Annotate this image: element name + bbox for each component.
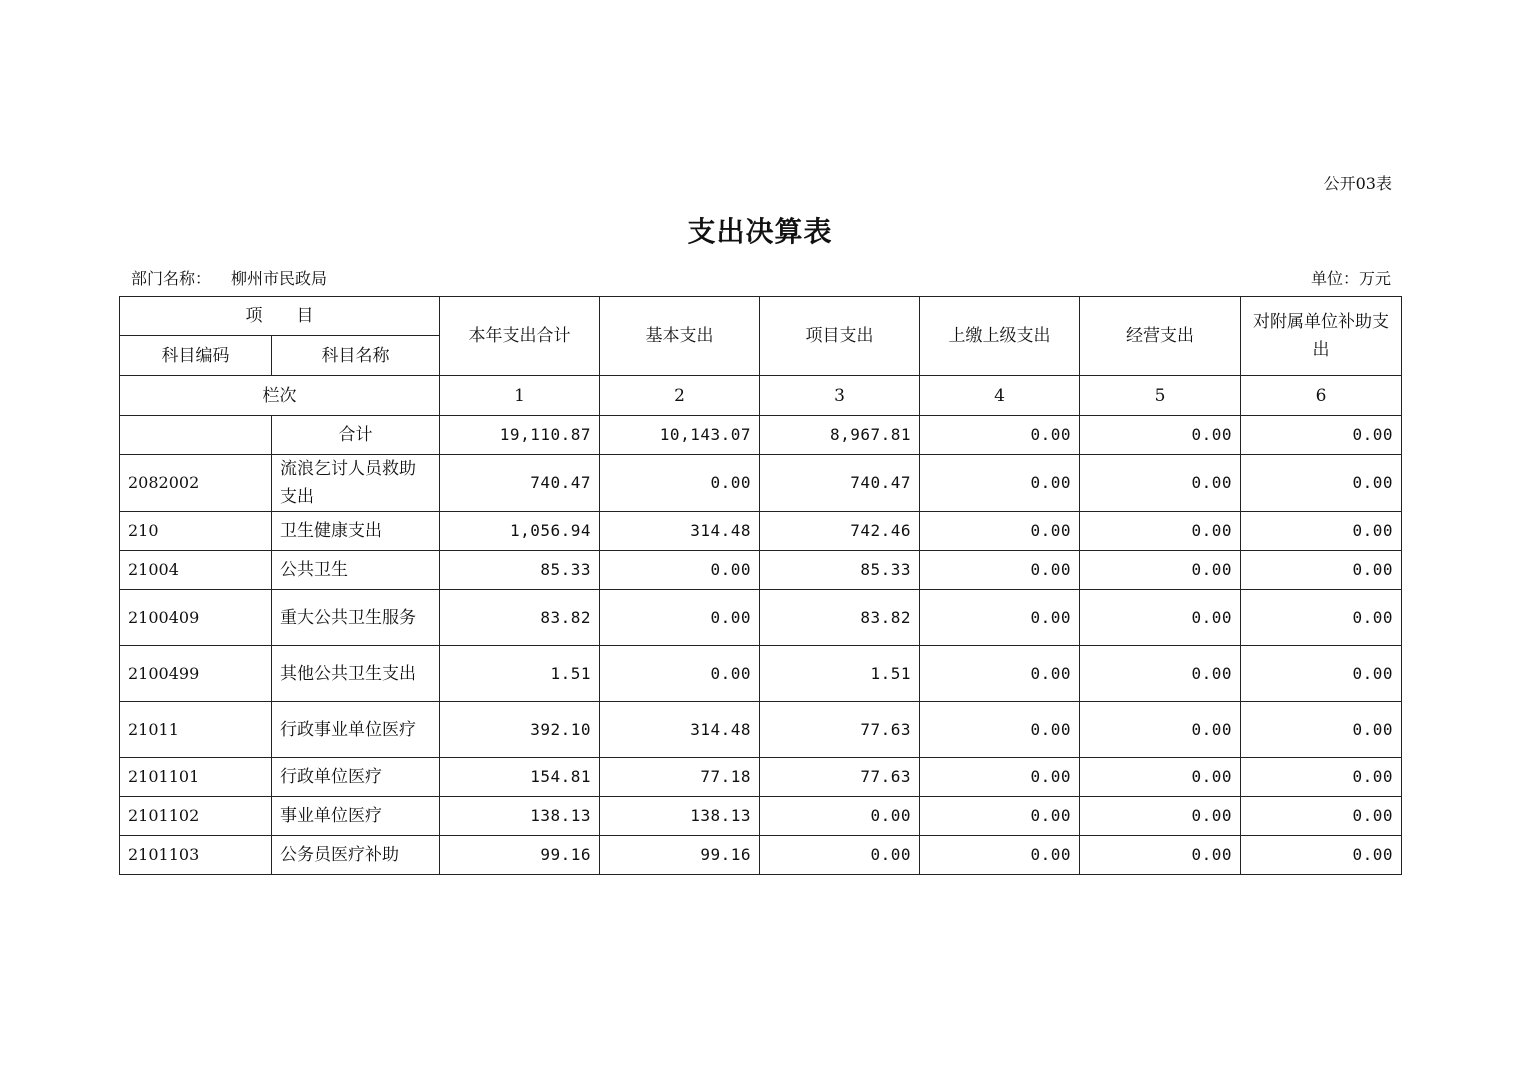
expense-table: [119, 296, 1402, 875]
table-row: [120, 551, 1402, 590]
header-row-1: [120, 297, 1402, 336]
table-row: [120, 836, 1402, 875]
amount-cell: 0.00: [1241, 551, 1402, 590]
amount-cell: 0.00: [1080, 836, 1241, 875]
subject-code: 21004: [120, 551, 272, 590]
subject-code: 2100409: [120, 590, 272, 646]
amount-cell: 8,967.81: [760, 416, 920, 455]
subject-code: 2101101: [120, 758, 272, 797]
page-title: 支出决算表: [687, 215, 833, 248]
amount-cell: 0.00: [1241, 416, 1402, 455]
amount-cell: 77.18: [600, 758, 760, 797]
amount-cell: 0.00: [1241, 702, 1402, 758]
amount-cell: 0.00: [600, 455, 760, 512]
amount-cell: 0.00: [600, 646, 760, 702]
column-number: 2: [600, 376, 760, 416]
table-row: [120, 702, 1402, 758]
amount-cell: 0.00: [1080, 416, 1241, 455]
subject-code: 2082002: [120, 455, 272, 512]
amount-cell: 1.51: [760, 646, 920, 702]
department-value: 柳州市民政局: [231, 269, 328, 288]
amount-cell: 19,110.87: [440, 416, 600, 455]
subject-name: 行政单位医疗: [272, 758, 440, 797]
column-number: 4: [920, 376, 1080, 416]
amount-cell: 138.13: [440, 797, 600, 836]
amount-cell: 0.00: [760, 836, 920, 875]
subject-code: 210: [120, 512, 272, 551]
column-number-row: [120, 376, 1402, 416]
subject-name: 公共卫生: [272, 551, 440, 590]
column-number: 6: [1241, 376, 1402, 416]
amount-cell: 0.00: [1241, 455, 1402, 512]
amount-cell: 740.47: [440, 455, 600, 512]
header-name: 科目名称: [272, 336, 440, 376]
subject-name: 事业单位医疗: [272, 797, 440, 836]
amount-cell: 0.00: [1241, 646, 1402, 702]
amount-cell: 0.00: [920, 551, 1080, 590]
amount-cell: 0.00: [1080, 551, 1241, 590]
amount-cell: 0.00: [1241, 758, 1402, 797]
header-business: 经营支出: [1080, 297, 1241, 376]
table-row: [120, 512, 1402, 551]
amount-cell: 77.63: [760, 758, 920, 797]
header-project: 项目支出: [760, 297, 920, 376]
column-number: 5: [1080, 376, 1241, 416]
amount-cell: 10,143.07: [600, 416, 760, 455]
amount-cell: 742.46: [760, 512, 920, 551]
header-subsidy: 对附属单位补助支出: [1241, 297, 1402, 376]
column-number: 3: [760, 376, 920, 416]
amount-cell: 1.51: [440, 646, 600, 702]
amount-cell: 83.82: [760, 590, 920, 646]
column-number-label: 栏次: [120, 376, 440, 416]
subject-name: 公务员医疗补助: [272, 836, 440, 875]
amount-cell: 0.00: [600, 551, 760, 590]
amount-cell: 85.33: [760, 551, 920, 590]
amount-cell: 0.00: [1080, 590, 1241, 646]
subject-name: 合计: [272, 416, 440, 455]
header-upper: 上缴上级支出: [920, 297, 1080, 376]
amount-cell: 99.16: [600, 836, 760, 875]
amount-cell: 0.00: [920, 512, 1080, 551]
amount-cell: 0.00: [1241, 797, 1402, 836]
amount-cell: 1,056.94: [440, 512, 600, 551]
table-row: [120, 646, 1402, 702]
department-label: 部门名称：: [131, 269, 212, 288]
amount-cell: 0.00: [1241, 512, 1402, 551]
amount-cell: 0.00: [920, 702, 1080, 758]
amount-cell: 0.00: [920, 758, 1080, 797]
subject-code: 2101102: [120, 797, 272, 836]
subject-name: 行政事业单位医疗: [272, 702, 440, 758]
subject-name: 卫生健康支出: [272, 512, 440, 551]
subject-code: 2100499: [120, 646, 272, 702]
amount-cell: 99.16: [440, 836, 600, 875]
amount-cell: 0.00: [920, 590, 1080, 646]
amount-cell: 0.00: [920, 646, 1080, 702]
amount-cell: 77.63: [760, 702, 920, 758]
header-total: 本年支出合计: [440, 297, 600, 376]
header-basic: 基本支出: [600, 297, 760, 376]
amount-cell: 0.00: [1241, 590, 1402, 646]
amount-cell: 0.00: [1080, 758, 1241, 797]
subject-name: 其他公共卫生支出: [272, 646, 440, 702]
amount-cell: 0.00: [1080, 797, 1241, 836]
amount-cell: 740.47: [760, 455, 920, 512]
amount-cell: 392.10: [440, 702, 600, 758]
amount-cell: 0.00: [1241, 836, 1402, 875]
table-row: [120, 455, 1402, 512]
subject-code: 21011: [120, 702, 272, 758]
header-item: 项 目: [120, 297, 440, 336]
amount-cell: 83.82: [440, 590, 600, 646]
subject-code: 2101103: [120, 836, 272, 875]
subject-code: [120, 416, 272, 455]
subject-name: 流浪乞讨人员救助支出: [272, 455, 440, 512]
amount-cell: 85.33: [440, 551, 600, 590]
table-row: [120, 758, 1402, 797]
amount-cell: 0.00: [1080, 455, 1241, 512]
amount-cell: 0.00: [920, 797, 1080, 836]
table-row: [120, 797, 1402, 836]
header-code: 科目编码: [120, 336, 272, 376]
form-code: 公开03表: [1323, 174, 1392, 193]
amount-cell: 0.00: [760, 797, 920, 836]
amount-cell: 0.00: [1080, 512, 1241, 551]
total-row: [120, 416, 1402, 455]
amount-cell: 314.48: [600, 702, 760, 758]
subject-name: 重大公共卫生服务: [272, 590, 440, 646]
unit-label: 单位：万元: [1310, 269, 1391, 288]
column-number: 1: [440, 376, 600, 416]
table-body: [120, 297, 1402, 875]
amount-cell: 0.00: [600, 590, 760, 646]
amount-cell: 314.48: [600, 512, 760, 551]
amount-cell: 0.00: [1080, 702, 1241, 758]
amount-cell: 0.00: [920, 455, 1080, 512]
amount-cell: 0.00: [920, 836, 1080, 875]
amount-cell: 138.13: [600, 797, 760, 836]
amount-cell: 0.00: [1080, 646, 1241, 702]
amount-cell: 154.81: [440, 758, 600, 797]
amount-cell: 0.00: [920, 416, 1080, 455]
table-row: [120, 590, 1402, 646]
